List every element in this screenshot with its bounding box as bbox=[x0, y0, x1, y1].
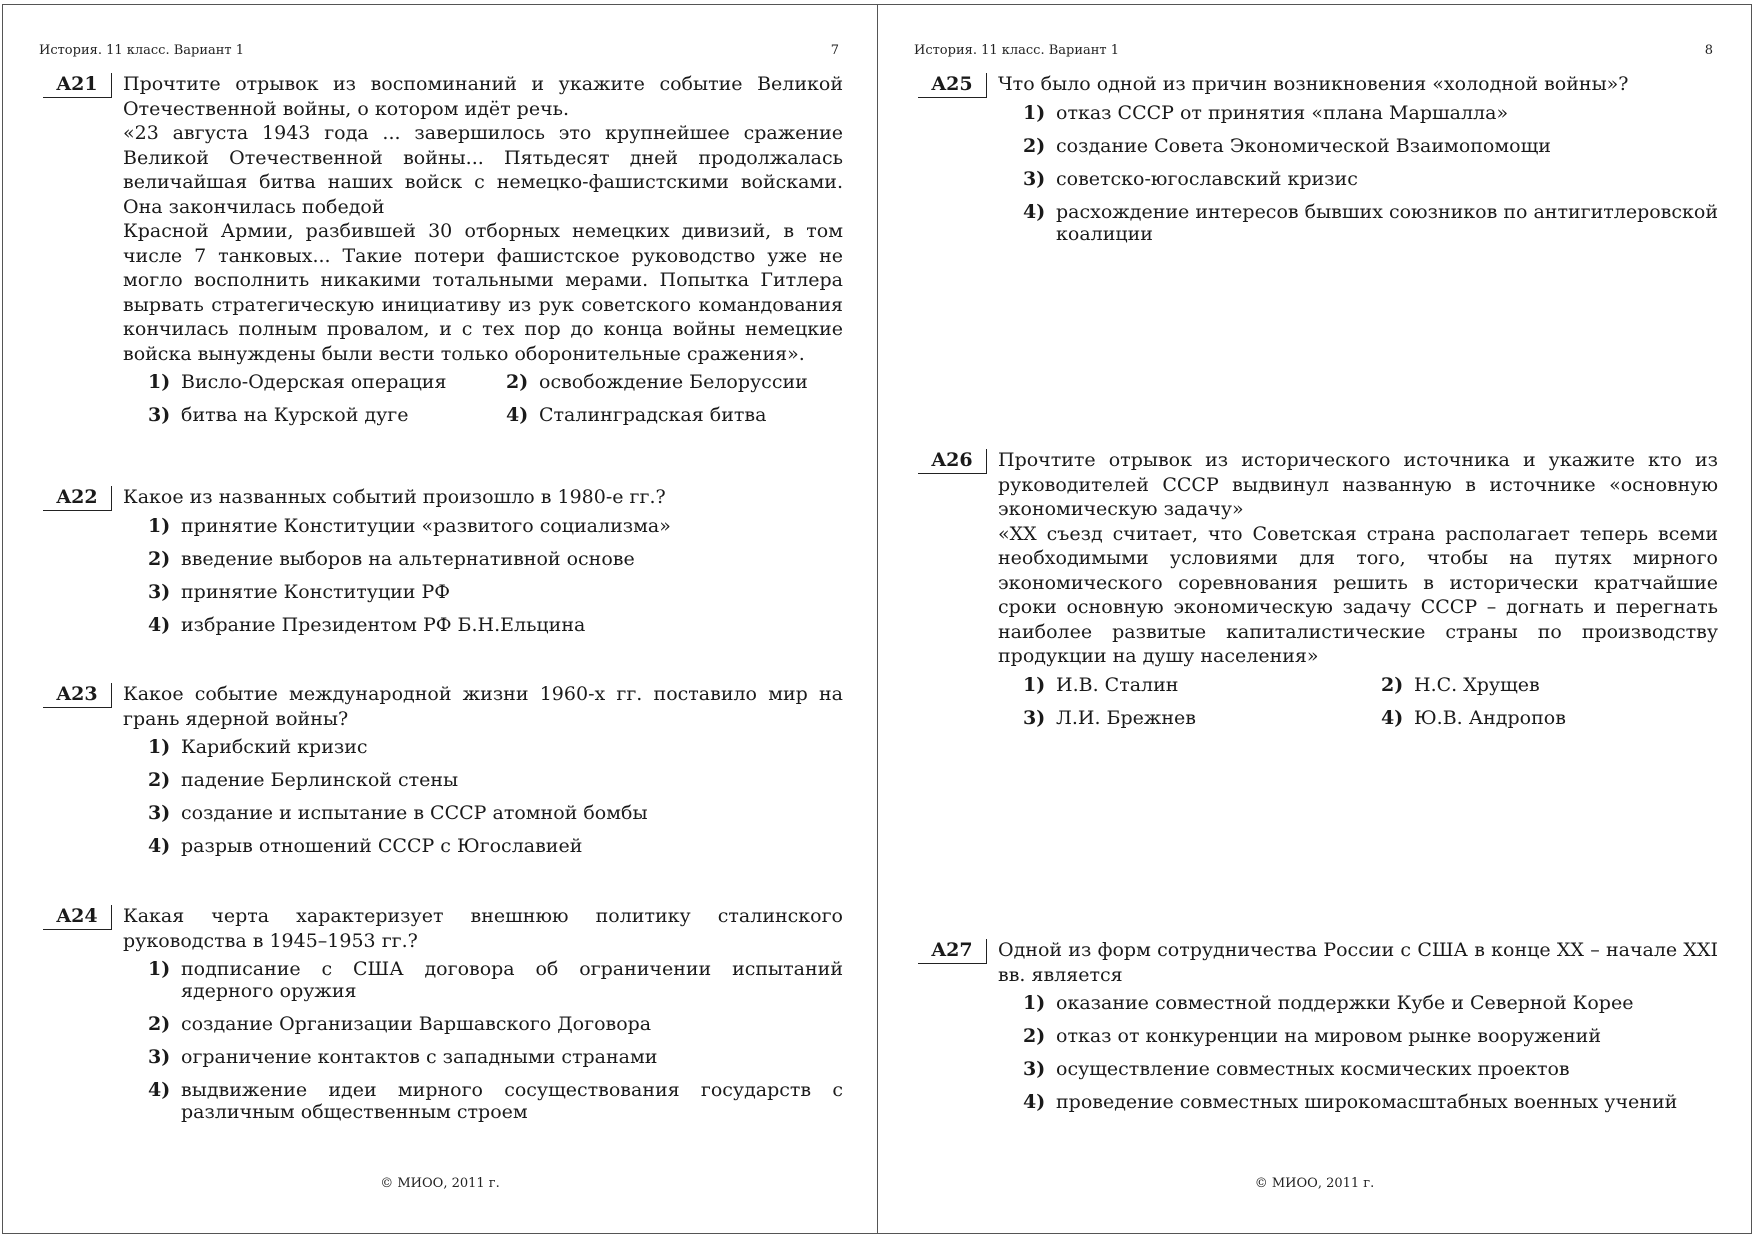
answer-option[interactable]: 3) осуществление совместных космических проектов bbox=[1023, 1058, 1570, 1080]
quote-paragraph: «23 августа 1943 года ... завершилось это крупнейшее сражение Великой Отечественной войны... Пятьдесят дней продолжалась величайшая битва наших войск с немецко-фашистскими войсками. Она закончилась победой bbox=[123, 122, 843, 218]
task-label: A27 bbox=[918, 939, 987, 964]
task-label: A23 bbox=[43, 683, 112, 708]
answer-option[interactable]: 2) отказ от конкуренции на мировом рынке вооружений bbox=[1023, 1025, 1601, 1047]
answer-option[interactable]: 1) отказ СССР от принятия «плана Маршалла» bbox=[1023, 101, 1509, 124]
task-body bbox=[998, 72, 1718, 256]
answer-option[interactable]: 3) создание и испытание в СССР атомной бомбы bbox=[148, 802, 648, 824]
header-title: История. 11 класс. Вариант 1 bbox=[39, 43, 245, 58]
answer-options bbox=[123, 371, 843, 426]
task-body bbox=[123, 904, 843, 1134]
answer-option[interactable]: 2) введение выборов на альтернативной основе bbox=[148, 547, 635, 570]
answer-options bbox=[123, 515, 843, 636]
answer-option[interactable]: 1) Висло-Одерская операция bbox=[148, 371, 447, 393]
answer-options bbox=[123, 958, 843, 1123]
answer-option[interactable]: 4) избрание Президентом РФ Б.Н.Ельцина bbox=[148, 613, 586, 636]
task-label: A21 bbox=[43, 73, 112, 98]
question-text: Прочтите отрывок из исторического источника и укажите кто из руководителей СССР выдвинул названную в источнике «основную экономическую задачу» bbox=[998, 449, 1718, 520]
question-text: Какая черта характеризует внешнюю политику сталинского руководства в 1945–1953 гг.? bbox=[123, 905, 843, 952]
task-body bbox=[123, 682, 843, 868]
answer-options bbox=[998, 674, 1718, 729]
answer-option[interactable]: 2) создание Организации Варшавского Договора bbox=[148, 1013, 652, 1035]
task-body bbox=[998, 938, 1718, 1124]
page-number: 8 bbox=[1704, 43, 1713, 58]
task-body bbox=[123, 485, 843, 647]
source-quote bbox=[998, 522, 1718, 669]
answer-option[interactable]: 2) освобождение Белоруссии bbox=[506, 371, 808, 393]
answer-option[interactable]: 1) оказание совместной поддержки Кубе и Северной Корее bbox=[1023, 992, 1634, 1014]
page-number: 7 bbox=[830, 43, 839, 58]
source-quote bbox=[123, 121, 843, 366]
answer-option[interactable]: 3) принятие Конституции РФ bbox=[148, 580, 451, 603]
answer-options bbox=[998, 102, 1718, 245]
copyright-footer: © МИОО, 2011 г. bbox=[1254, 1176, 1375, 1191]
copyright-footer: © МИОО, 2011 г. bbox=[380, 1176, 500, 1191]
task-label: A26 bbox=[918, 449, 987, 474]
page-7 bbox=[2, 4, 878, 1234]
question-text: Прочтите отрывок из воспоминаний и укажите событие Великой Отечественной войны, о котором идёт речь. bbox=[123, 73, 843, 120]
answer-option[interactable]: 3) ограничение контактов с западными странами bbox=[148, 1046, 658, 1068]
quote-paragraph: Красной Армии, разбившей 30 отборных немецких дивизий, в том числе 7 танковых... Такие потери фашистское руководство уже не могло восполнить никакими тотальными мерами. Попытка Гитлера вырвать стратегическую инициативу из рук советского командования кончилась полным провалом, и с тех пор до конца войны немецкие войска вынуждены были вести только оборонительные сражения». bbox=[123, 220, 843, 365]
answer-option[interactable]: 2) падение Берлинской стены bbox=[148, 769, 459, 791]
answer-option[interactable]: 4) Ю.В. Андропов bbox=[1381, 706, 1566, 729]
question-text: Что было одной из причин возникновения «холодной войны»? bbox=[998, 73, 1629, 95]
document-spread bbox=[2, 4, 1752, 1236]
answer-option[interactable]: 4) расхождение интересов бывших союзников по антигитлеровской коалиции bbox=[1023, 200, 1718, 245]
question-text: Какое событие международной жизни 1960-х гг. поставило мир на грань ядерной войны? bbox=[123, 683, 843, 730]
answer-option[interactable]: 1) Карибский кризис bbox=[148, 736, 368, 758]
answer-option[interactable]: 2) создание Совета Экономической Взаимопомощи bbox=[1023, 134, 1551, 157]
answer-option[interactable]: 4) выдвижение идеи мирного сосуществования государств с различным общественным строем bbox=[148, 1079, 843, 1123]
answer-option[interactable]: 1) принятие Конституции «развитого социализма» bbox=[148, 514, 671, 537]
quote-paragraph: «XX съезд считает, что Советская страна располагает теперь всеми необходимыми условиями для того, чтобы на путях мирного экономического соревнования решить в исторически кратчайшие сроки основную экономическую задачу СССР – догнать и перегнать наиболее развитые капиталистические страны по производству продукции на душу населения» bbox=[998, 522, 1718, 667]
answer-options bbox=[123, 736, 843, 857]
answer-options bbox=[998, 992, 1718, 1113]
task-label: A22 bbox=[43, 486, 112, 511]
task-body bbox=[123, 72, 843, 426]
answer-option[interactable]: 4) проведение совместных широкомасштабных военных учений bbox=[1023, 1091, 1678, 1113]
answer-option[interactable]: 4) Сталинградская битва bbox=[506, 404, 767, 426]
task-label: A25 bbox=[918, 73, 987, 98]
task-body bbox=[998, 448, 1718, 729]
answer-option[interactable]: 3) Л.И. Брежнев bbox=[1023, 706, 1196, 729]
answer-option[interactable]: 3) битва на Курской дуге bbox=[148, 404, 409, 426]
question-text: Какое из названных событий произошло в 1980-е гг.? bbox=[123, 486, 666, 508]
answer-option[interactable]: 1) И.В. Сталин bbox=[1023, 673, 1179, 696]
header-title: История. 11 класс. Вариант 1 bbox=[914, 43, 1120, 58]
answer-option[interactable]: 1) подписание с США договора об ограничении испытаний ядерного оружия bbox=[148, 958, 843, 1002]
answer-option[interactable]: 3) советско-югославский кризис bbox=[1023, 167, 1358, 190]
answer-option[interactable]: 2) Н.С. Хрущев bbox=[1381, 673, 1540, 696]
question-text: Одной из форм сотрудничества России с США в конце XX – начале XXI вв. является bbox=[998, 939, 1718, 986]
page-8 bbox=[877, 4, 1752, 1234]
task-label: A24 bbox=[43, 905, 112, 930]
answer-option[interactable]: 4) разрыв отношений СССР с Югославией bbox=[148, 835, 583, 857]
